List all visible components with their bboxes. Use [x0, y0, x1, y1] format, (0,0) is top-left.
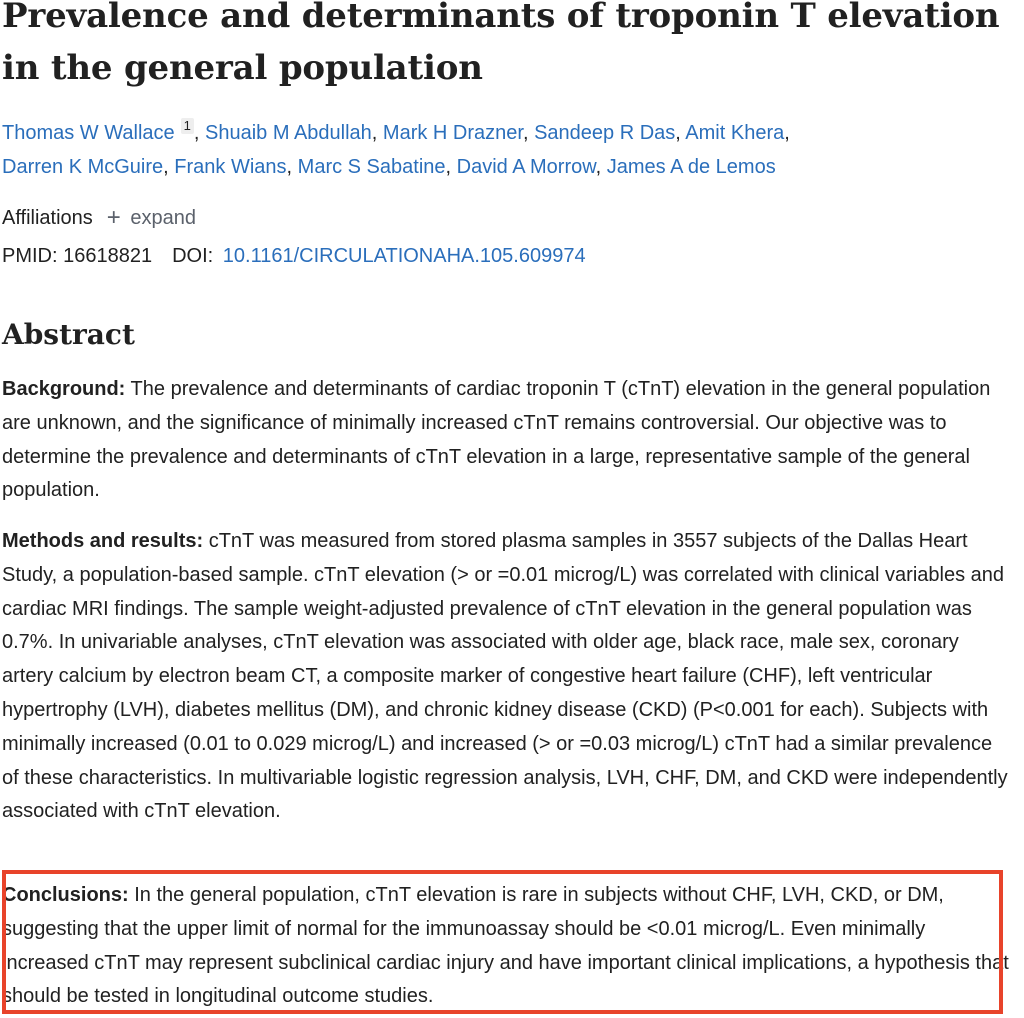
abstract-heading: Abstract — [2, 318, 135, 351]
author-link[interactable]: David A Morrow — [456, 156, 596, 178]
abstract-conclusions — [2, 879, 1014, 1014]
author-link[interactable]: Sandeep R Das — [534, 122, 676, 144]
plus-icon: + — [106, 204, 121, 231]
authors-list: Thomas W Wallace 1 , Shuaib M Abdullah, Mark H Drazner, Sandeep R Das, Amit Khera, Darren K McGuire, Frank Wians, Marc S Sabatine, David A Morrow, James A de Lemos — [2, 118, 790, 178]
methods-text: cTnT was measured from stored plasma samples in 3557 subjects of the Dallas Heart Study, a population-based sample. cTnT elevation (> or =0.01 microg/L) was correlated with clinical variables and cardiac MRI findings. The sample weight-adjusted prevalence of cTnT elevation in the general population was 0.7%. In univariable analyses, cTnT elevation was associated with older age, black race, male sex, coronary artery calcium by electron beam CT, a composite marker of congestive heart failure (CHF), left ventricular hypertrophy (LVH), diabetes mellitus (DM), and chronic kidney disease (CKD) (P<0.001 for each). Subjects with minimally increased (0.01 to 0.029 microg/L) and increased (> or =0.03 microg/L) cTnT had a similar prevalence of these characteristics. In multivariable logistic regression analysis, LVH, CHF, DM, and CKD were independently associated with cTnT elevation. — [2, 530, 1008, 823]
background-label: Background: — [2, 378, 126, 400]
methods-label: Methods and results: — [2, 530, 204, 552]
identifiers-row — [2, 239, 586, 273]
background-text: The prevalence and determinants of cardiac troponin T (cTnT) elevation in the general population are unknown, and the significance of minimally increased cTnT remains controversial. Our objective was to determine the prevalence and determinants of cTnT elevation in a large, representative sample of the general population. — [2, 378, 991, 502]
author-link[interactable]: Shuaib M Abdullah — [205, 122, 372, 144]
affiliations-label: Affiliations — [2, 207, 93, 229]
doi-link[interactable]: 10.1161/CIRCULATIONAHA.105.609974 — [222, 245, 586, 267]
author-link[interactable]: Marc S Sabatine — [297, 156, 446, 178]
pmid-value: 16618821 — [63, 245, 153, 267]
author-link[interactable]: Amit Khera — [685, 122, 785, 144]
pmid-label: PMID: — [2, 245, 58, 267]
expand-affiliations-button[interactable] — [106, 204, 196, 231]
author-link[interactable]: Mark H Drazner — [382, 122, 523, 144]
affiliations-row — [2, 201, 196, 235]
affiliation-marker[interactable]: 1 — [181, 118, 194, 134]
author-link[interactable]: Frank Wians — [174, 156, 287, 178]
conclusions-text: In the general population, cTnT elevation is rare in subjects without CHF, LVH, CKD, or DM, suggesting that the upper limit of normal for the immunoassay should be <0.01 microg/L. Even minimally increased cTnT may represent subclinical cardiac injury and have important clinical implications, a hypothesis that should be tested in longitudinal outcome studies. — [2, 884, 1009, 1008]
expand-label: expand — [130, 207, 196, 229]
abstract-background — [2, 373, 1014, 508]
author-link[interactable]: James A de Lemos — [606, 156, 776, 178]
doi-label: DOI: — [172, 245, 214, 267]
article-title: Prevalence and determinants of troponin T elevation in the general population — [2, 0, 1000, 88]
author-link[interactable]: Thomas W Wallace — [2, 122, 175, 144]
abstract-methods-results — [2, 525, 1014, 829]
conclusions-label: Conclusions: — [2, 884, 129, 906]
author-link[interactable]: Darren K McGuire — [2, 156, 164, 178]
